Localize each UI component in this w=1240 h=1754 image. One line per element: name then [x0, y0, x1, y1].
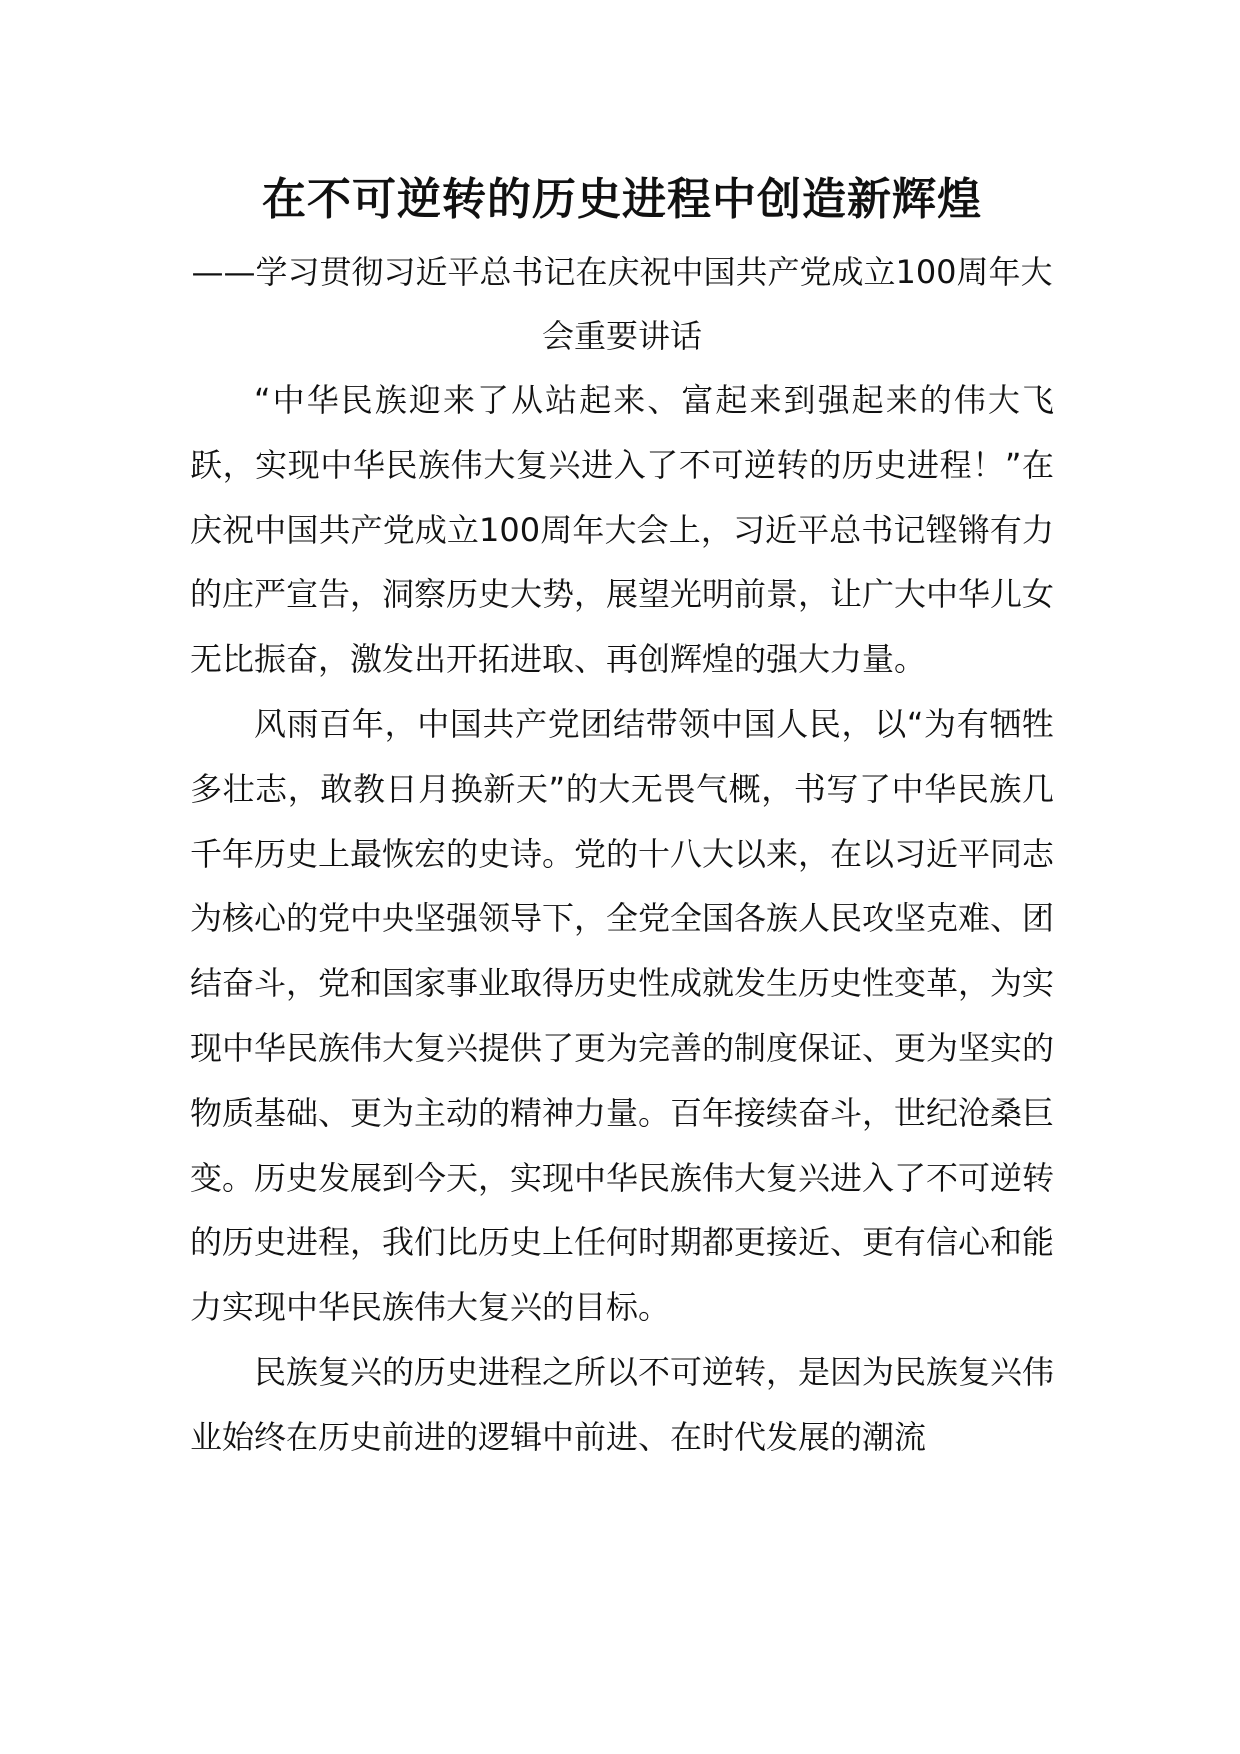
document-body: [190, 160, 1054, 1470]
paragraph-2: 风雨百年，中国共产党团结带领中国人民，以“为有牺牲多壮志，敢教日月换新天”的大无畏气概，书写了中华民族几千年历史上最恢宏的史诗。党的十八大以来，在以习近平同志为核心的党中央坚强领导下，全党全国各族人民攻坚克难、团结奋斗，党和国家事业取得历史性成就发生历史性变革，为实现中华民族伟大复兴提供了更为完善的制度保证、更为坚实的物质基础、更为主动的精神力量。百年接续奋斗，世纪沧桑巨变。历史发展到今天，实现中华民族伟大复兴进入了不可逆转的历史进程，我们比历史上任何时期都更接近、更有信心和能力实现中华民族伟大复兴的目标。: [190, 704, 1055, 1327]
document-subtitle: ——学习贯彻习近平总书记在庆祝中国共产党成立100周年大会重要讲话: [191, 253, 1053, 355]
paragraph-1: “中华民族迎来了从站起来、富起来到强起来的伟大飞跃，实现中华民族伟大复兴进入了不可逆转的历史进程！”在庆祝中国共产党成立100周年大会上，习近平总书记铿锵有力的庄严宣告，洞察历史大势，展望光明前景，让广大中华儿女无比振奋，激发出开拓进取、再创辉煌的强大力量。: [190, 381, 1055, 679]
paragraph-3: 民族复兴的历史进程之所以不可逆转，是因为民族复兴伟业始终在历史前进的逻辑中前进、在时代发展的潮流: [190, 1352, 1055, 1456]
document-title: 在不可逆转的历史进程中创造新辉煌: [262, 174, 982, 225]
